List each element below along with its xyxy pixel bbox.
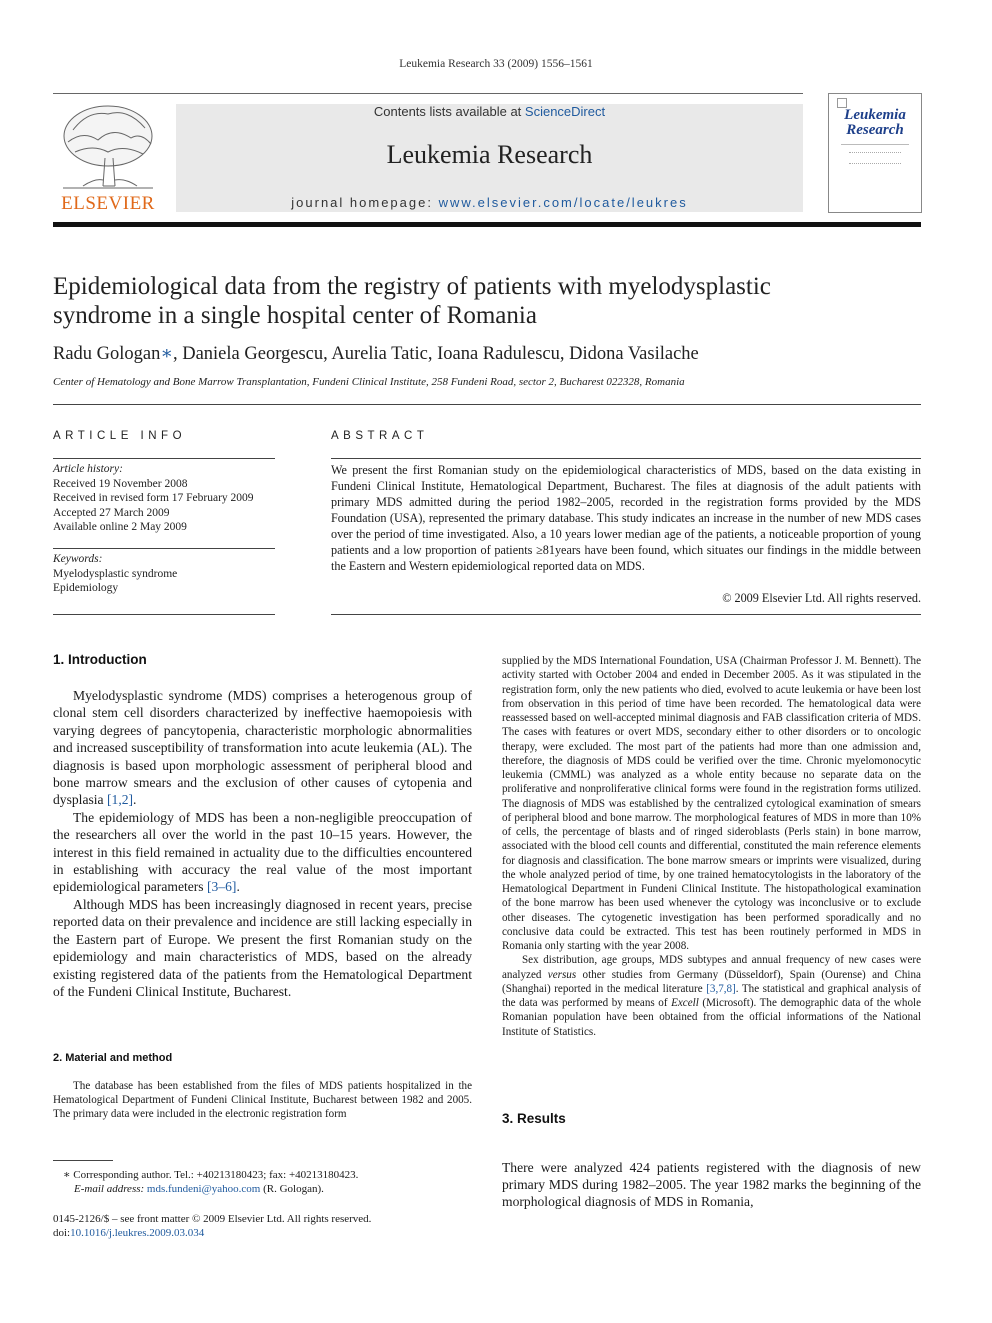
- methods-body-right: [502, 654, 921, 1039]
- cover-title: [829, 108, 921, 138]
- article-title: [53, 272, 913, 330]
- keyword-item: Myelodysplastic syndrome: [53, 567, 178, 580]
- intro-heading: 1. Introduction: [53, 652, 147, 667]
- publisher-name: ELSEVIER: [61, 193, 155, 214]
- issn-line: 0145-2126/$ – see front matter © 2009 Elsevier Ltd. All rights reserved.: [53, 1213, 372, 1225]
- header-thick-rule: [53, 222, 921, 227]
- abstract-bottom-rule: [331, 614, 921, 615]
- results-body: [502, 1145, 921, 1224]
- cover-divider: [841, 144, 909, 145]
- methods-paragraph-1-cont: supplied by the MDS International Foundation, USA (Chairman Professor J. M. Bennett). The activity started with October 2004 and ended in December 2005. As it was stipulated in the registration form, only the new patients who died, evolved to acute leukemia or have been lost from observation in this period of time have been recorded. The hematological data were reassessed based on well-accepted minimal diagnosis and FAB classification criteria of MDS. The cases with features or overt MDS, secondary either to other disorders or to oncologic therapy, were excluded. The most part of the patients had more than one admission and, therefore, the diagnosis of MDS could be verified over the time. Chronic myelomonocytic leukemia (CMML) was analyzed as a whole entity because no separate data on the proliferative and nonproliferative clinical forms were found in the registration forms utilized. The diagnosis of MDS was established by the centralized cytological examination of smears of peripheral blood and bone marrow. The morphological features of MDS in more than 10% of cells, the percentage of blasts and of ringed sideroblasts (Perls stain) in bone marrow, associated with the blood cell counts and differential, constituted the main reference elements for diagnosis and classification. The bone marrow smears or imprints were visualized, during the whole analyzed period of time, by one trained hematocytologists in the laboratory of the Hematological Department in Fundeni Clinical Institute. The histopathological examination of the bone marrow has been used whenever the cytology was inconclusive or to exclude other diseases. The cytogenetic investigation has been performed sporadically and no conclusive data could be extracted. This test has been routinely performed in MDS in Romania only starting with the year 2008.: [502, 655, 921, 952]
- contents-line: [176, 104, 803, 119]
- abstract-rule: [331, 458, 921, 459]
- running-head: Leukemia Research 33 (2009) 1556–1561: [399, 58, 593, 70]
- journal-title: Leukemia Research: [386, 140, 593, 169]
- article-info-heading: ARTICLE INFO: [53, 430, 187, 442]
- elsevier-tree-icon: [53, 100, 163, 192]
- journal-homepage: [176, 195, 803, 210]
- top-rule: [53, 93, 803, 94]
- front-matter: [53, 1212, 473, 1240]
- article-info-rule: [53, 458, 275, 459]
- author-list: [53, 343, 699, 365]
- cover-title-2: Research: [846, 122, 904, 138]
- cover-text-lines: [849, 152, 901, 164]
- abstract-copyright: © 2009 Elsevier Ltd. All rights reserved.: [722, 591, 921, 605]
- cover-title-1: Leukemia: [844, 107, 906, 123]
- methods-heading: 2. Material and method: [53, 1052, 173, 1064]
- contents-prefix: Contents lists available at: [373, 104, 525, 119]
- corresponding-author-marker[interactable]: ∗: [160, 344, 173, 364]
- results-paragraph-1: There were analyzed 424 patients registered with the diagnosis of new primary MDS during 1982–2005. The year 1982 marks the beginning of the morphological diagnosis of MDS in Romania,: [502, 1159, 921, 1210]
- intro-paragraph-3: Although MDS has been increasingly diagnosed in recent years, precise reported data on their prevalence and incidence are still lacking especially in the Eastern part of Europe. We present the first Romanian study on the epidemiology and main characteristics of MDS, based on the already existing registered data of the patients from the Hematological Department of the Fundeni Clinical Institute, Bucharest.: [53, 896, 472, 999]
- title-line-2: syndrome in a single hospital center of Romania: [53, 302, 537, 329]
- affiliation: Center of Hematology and Bone Marrow Transplantation, Fundeni Clinical Institute, 258 Fundeni Road, sector 2, Bucharest 022328, Romania: [53, 376, 685, 388]
- citation-link[interactable]: [3–6]: [207, 879, 237, 895]
- intro-body: [53, 687, 472, 1000]
- methods-paragraph-1: The database has been established from the files of MDS patients hospitalized in the Hematological Department of Fundeni Clinical Institute, Bucharest between 1982 and 2005. The primary data were included in the electronic registration form: [53, 1080, 472, 1121]
- abstract-text: We present the first Romanian study on the epidemiological characteristics of MDS, based on the data existing in Fundeni Clinical Institute, Hematological Department, Bucharest. The files at diagnosis of the adult patients with primary MDS admitted during the period 1982–2005, recorded in the registration forms provided by the MDS Foundation (USA), represented the primary database. This study indicates an increase in the number of new MDS cases over the period of time investigated. Also, a 10 years lower median age of the patients, a noticeable proportion of young patients and a low proportion of patients ≥81years have been found, which situates our findings in the middle between the Eastern and Western epidemiological reported data on MDS.: [331, 463, 921, 573]
- date-received: Received 19 November 2008: [53, 477, 188, 490]
- corresponding-footnote: [53, 1168, 473, 1196]
- article-history: [53, 462, 275, 535]
- footnote-rule: [53, 1160, 113, 1161]
- intro-paragraph-2: The epidemiology of MDS has been a non-negligible preoccupation of the researchers all over the world in the past 10–15 years. However, the interest in this field remained in actuality due to the difficulties encountered in establishing with accuracy the real value of the most important epidemiological parameters [3–6].: [53, 809, 472, 895]
- footnote-corresponding: ∗ Corresponding author. Tel.: +40213180423; fax: +40213180423.: [63, 1169, 359, 1181]
- keywords-rule: [53, 548, 275, 549]
- elsevier-logo[interactable]: [53, 100, 163, 215]
- journal-cover-thumbnail[interactable]: [828, 93, 922, 213]
- title-rule: [53, 404, 921, 405]
- doi-link[interactable]: 10.1016/j.leukres.2009.03.034: [70, 1227, 205, 1239]
- email-link[interactable]: mds.fundeni@yahoo.com: [146, 1183, 261, 1195]
- keywords: [53, 552, 275, 596]
- article-info-bottom-rule: [53, 614, 275, 615]
- results-heading: 3. Results: [502, 1111, 566, 1126]
- date-accepted: Accepted 27 March 2009: [53, 506, 170, 519]
- homepage-link[interactable]: www.elsevier.com/locate/leukres: [438, 195, 688, 210]
- date-revised: Received in revised form 17 February 2009: [53, 492, 254, 504]
- footnote-email: E-mail address: mds.fundeni@yahoo.com (R. Gologan).: [74, 1183, 324, 1195]
- homepage-prefix: journal homepage:: [291, 195, 439, 210]
- history-label: Article history:: [53, 463, 123, 475]
- other-authors: , Daniela Georgescu, Aurelia Tatic, Ioana Radulescu, Didona Vasilache: [172, 344, 699, 364]
- abstract-heading: ABSTRACT: [331, 430, 429, 442]
- intro-paragraph-1: Myelodysplastic syndrome (MDS) comprises a heterogenous group of clonal stem cell disorders characterized by ineffective haemopoiesis with varying degrees of pancytopenia, characteristic morphologic abnormalities and increased susceptibility of transformation into acute leukemia (AL). The diagnosis is based upon morphologic assessment of peripheral blood and bone marrow smears and the exclusion of other causes of cytopenia and dysplasia [1,2].: [53, 688, 472, 808]
- date-online: Available online 2 May 2009: [53, 521, 187, 533]
- citation-link[interactable]: [3,7,8]: [706, 982, 736, 995]
- keywords-label: Keywords:: [53, 553, 103, 565]
- title-line-1: Epidemiological data from the registry of patients with myelodysplastic: [53, 273, 771, 300]
- methods-paragraph-2: Sex distribution, age groups, MDS subtypes and annual frequency of new cases were analyzed versus other studies from Germany (Düsseldorf), Spain (Ourense) and China (Shanghai) reported in the medical literature [3,7,8]. The statistical and graphical analysis of the data was performed by means of Excell (Microsoft). The demographic data of the whole Romanian population have been obtained from the official informations of the National Institute of Statistics.: [502, 954, 921, 1038]
- keyword-item: Epidemiology: [53, 582, 119, 594]
- citation-link[interactable]: [1,2]: [107, 792, 134, 808]
- author-1: Radu Gologan: [53, 344, 161, 364]
- doi-line: doi:10.1016/j.leukres.2009.03.034: [53, 1227, 205, 1239]
- methods-body-left: [53, 1079, 472, 1122]
- sciencedirect-link[interactable]: ScienceDirect: [524, 104, 606, 119]
